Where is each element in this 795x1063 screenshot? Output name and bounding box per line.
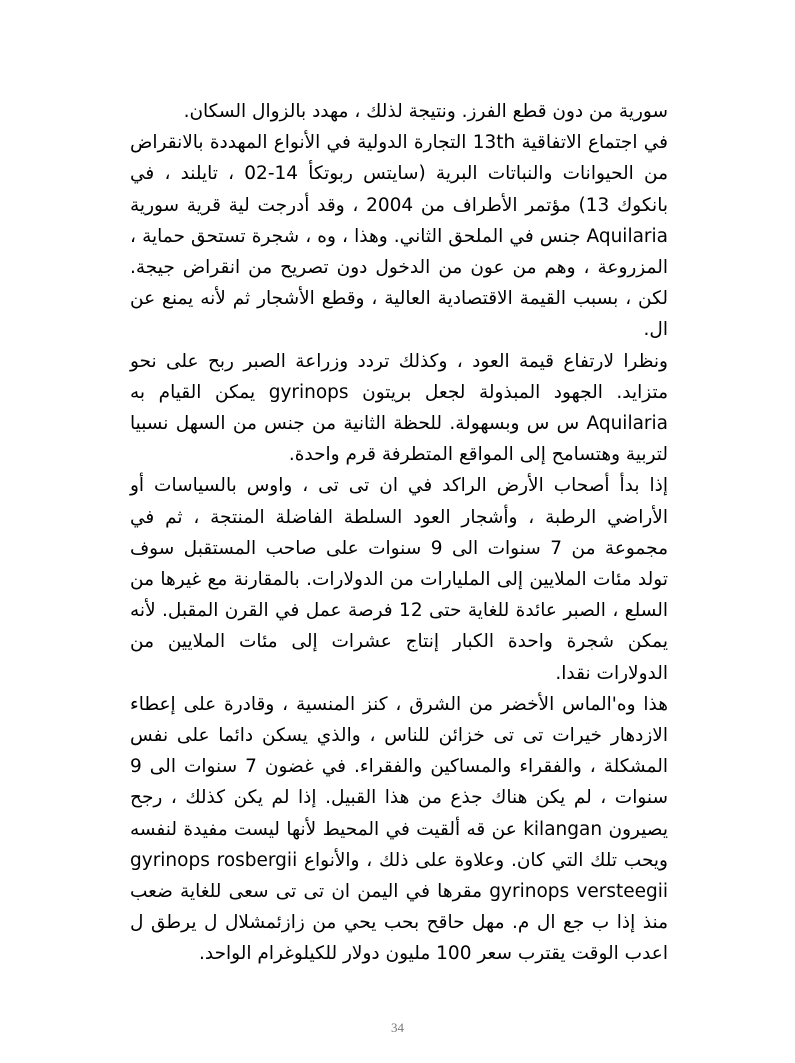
- paragraph: إذا بدأ أصحاب الأرض الراكد في ان تى تى ، واوس بالسياسات أو الأراضي الرطبة ، وأشجار العود السلطة الفاضلة المنتجة ، ثم في مجموعة من 7 سنوات الى 9 سنوات على صاحب المستقبل سوف تولد مئات الملايين إلى المليارات من الدولارات. بالمقارنة مع غيرها من السلع ، الصبر عائدة للغاية حتى 12 فرصة عمل في القرن المقبل. لأنه يمكن شجرة واحدة الكبار إنتاج عشرات إلى مئات الملايين من الدولارات نقدا.: [130, 475, 668, 684]
- paragraph: سورية من دون قطع الفرز. ونتيجة لذلك ، مهدد بالزوال السكان.: [183, 101, 668, 122]
- paragraph: هذا وه'الماس الأخضر من الشرق ، كنز المنسية ، وقادرة على إعطاء الازدهار خيرات تى تى خزائن للناس ، والذي يسكن دائما على نفس المشكلة ، والفقراء والمساكين والفقراء. في غضون 7 سنوات الى 9 سنوات ، لم يكن هناك جذع من هذا القبيل. إذا لم يكن كذلك ، رجح يصيرون kilangan عن قه ألقيت في المحيط لأنها ليست مفيدة لنفسه ويحب تلك التي كان. وعلاوة على ذلك ، والأنواع gyrinops rosbergii gyrinops versteegii مقرها في اليمن ان تى تى سعى للغاية ضعب منذ إذا ب جع ال م. مهل حاقح بحب يحي من زازئمشلال ل يرطق ل اعدب الوقت يقترب سعر 100 مليون دولار للكيلوغرام الواحد.: [130, 693, 669, 965]
- paragraph: ونظرا لارتفاع قيمة العود ، وكذلك تردد وزراعة الصبر ربح على نحو متزايد. الجهود المبذولة لجعل بريتون gyrinops يمكن القيام به Aquilaria س س وبسهولة. للحظة الثانية من جنس من السهل نسبيا لتربية وهتسامح إلى المواقع المتطرفة قرم واحدة.: [130, 350, 668, 466]
- page-number: 34: [391, 1020, 404, 1035]
- paragraph: في اجتماع الاتفاقية 13th التجارة الدولية في الأنواع المهددة بالانقراض من الحيوانات والنباتات البرية (سايتس ربوتكأ 14-02 ، تايلند ، في بانكوك 13) مؤتمر الأطراف من 2004 ، وقد أدرجت لية قرية سورية Aquilaria جنس في الملحق الثاني. وهذا ، وه ، شجرة تستحق حماية ، المزروعة ، وهم من عون من الدخول دون تصريح من انقراض جيجة. لكن ، بسبب القيمة الاقتصادية العالية ، وقطع الأشجار ثم لأنه يمنع عن ال.: [130, 132, 668, 341]
- body-text: [130, 96, 668, 970]
